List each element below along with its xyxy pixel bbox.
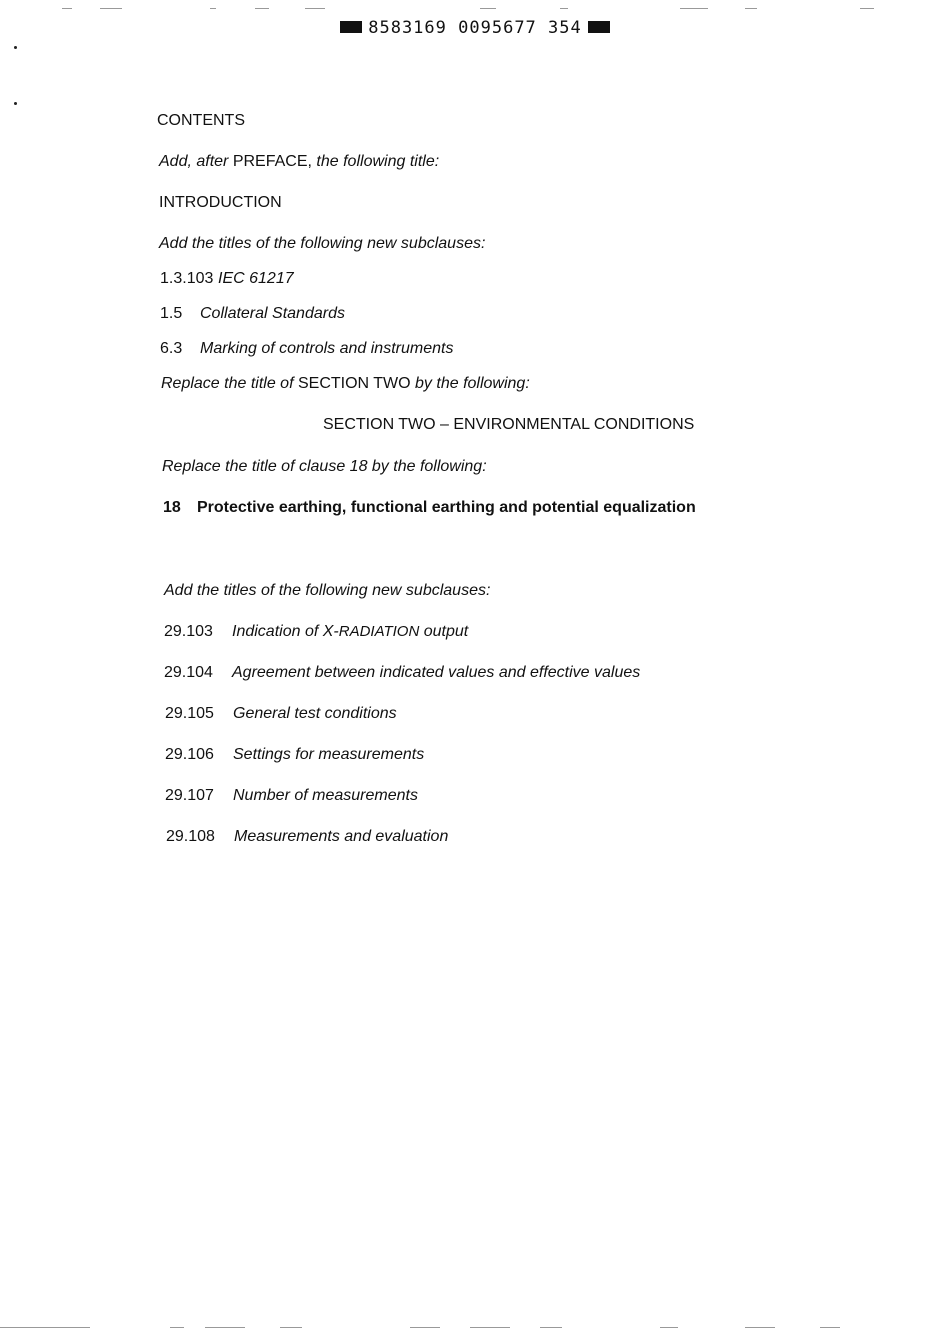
subclause-title: Number of measurements xyxy=(233,787,418,804)
barcode-block-left xyxy=(340,21,362,33)
introduction-title: INTRODUCTION xyxy=(159,194,282,211)
subclause-entry xyxy=(164,622,468,642)
barcode-part-2: 0095677 xyxy=(458,18,537,38)
subclause-entry xyxy=(160,339,453,359)
subclause-entry xyxy=(165,704,397,724)
subclause-title: General test conditions xyxy=(233,705,397,722)
instruction-text: the following title: xyxy=(316,153,440,170)
subclause-number: 29.106 xyxy=(165,746,214,763)
subclause-title: Collateral Standards xyxy=(200,305,345,322)
subclause-title: Measurements and evaluation xyxy=(234,828,449,845)
instruction-term: SECTION TWO xyxy=(297,375,411,392)
subclause-entry xyxy=(164,663,640,683)
subclause-title: Agreement between indicated values and effective values xyxy=(232,664,641,681)
subclause-title xyxy=(232,623,468,640)
clause-title: Protective earthing, functional earthing and potential equalization xyxy=(197,499,696,516)
instruction-add-after-preface xyxy=(159,152,439,172)
document-barcode-header xyxy=(0,18,950,38)
section-two-title: SECTION TWO – ENVIRONMENTAL CONDITIONS xyxy=(323,416,695,433)
instruction-term: PREFACE, xyxy=(232,153,312,170)
subclause-title-smallcaps: RADIATION xyxy=(338,623,420,640)
barcode-part-3: 354 xyxy=(548,18,582,38)
subclause-entry xyxy=(166,827,448,847)
instruction-replace-clause-18: Replace the title of clause 18 by the following: xyxy=(162,458,487,475)
instruction-replace-section-two xyxy=(161,374,530,394)
subclause-number: 29.105 xyxy=(165,705,214,722)
subclause-title: Settings for measurements xyxy=(233,746,425,763)
subclause-number: 1.5 xyxy=(160,305,183,322)
subclause-number: 6.3 xyxy=(160,340,183,357)
subclause-title: IEC 61217 xyxy=(218,270,294,287)
scan-dot xyxy=(14,46,17,49)
subclause-title-part: output xyxy=(419,623,469,640)
contents-heading: CONTENTS xyxy=(157,112,245,129)
subclause-number: 29.107 xyxy=(165,787,214,804)
clause-number: 18 xyxy=(163,499,181,516)
top-scan-artifacts xyxy=(0,8,950,12)
subclause-number: 29.104 xyxy=(164,664,213,681)
subclause-entry xyxy=(165,786,418,806)
clause-18-title xyxy=(163,498,696,518)
barcode-block-right xyxy=(588,21,610,33)
bottom-scan-artifacts xyxy=(0,1327,950,1331)
instruction-text: by the following: xyxy=(415,375,530,392)
instruction-text: Add, after xyxy=(159,153,229,170)
subclause-title: Marking of controls and instruments xyxy=(200,340,454,357)
instruction-add-subclauses-29: Add the titles of the following new subclauses: xyxy=(164,582,491,599)
scan-dot xyxy=(14,102,17,105)
subclause-number: 29.103 xyxy=(164,623,213,640)
subclause-entry xyxy=(160,304,345,324)
subclause-entry xyxy=(160,269,294,289)
subclause-number: 1.3.103 xyxy=(160,270,214,287)
subclause-entry xyxy=(165,745,424,765)
barcode-part-1: 8583169 xyxy=(368,18,447,38)
subclause-number: 29.108 xyxy=(166,828,215,845)
subclause-title-part: Indication of X- xyxy=(232,623,339,640)
instruction-text: Replace the title of xyxy=(161,375,294,392)
instruction-add-subclauses: Add the titles of the following new subclauses: xyxy=(159,235,486,252)
